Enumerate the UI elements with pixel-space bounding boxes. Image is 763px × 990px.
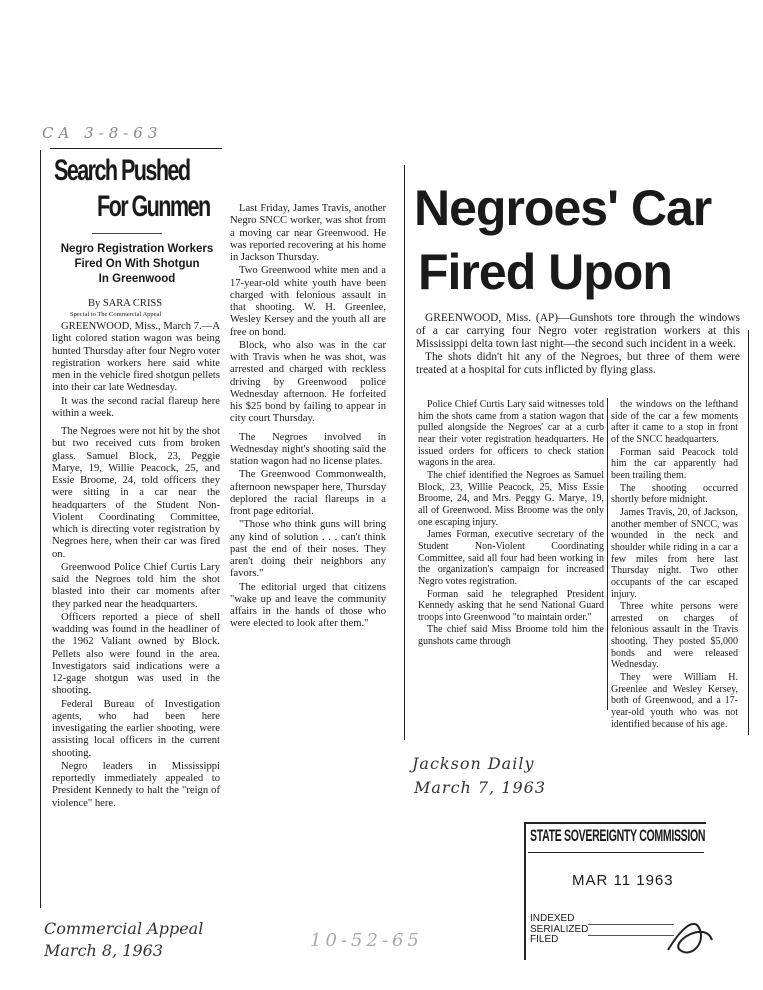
left-headline-line2: For Gunmen [97, 190, 210, 223]
paragraph: The Negroes were not hit by the shot but two received cuts from broken glass. Samuel Block, 23, Peggie Marye, 19, Willie Peacock, 25, and Essie Broome, 24, told officers they were sitting in a car near the headquarters of the Student Non-Violent Coordinating Committee, which is directing voter registration by Negroes here, when their car was fired on. [52, 426, 220, 560]
paragraph: The Greenwood Commonwealth, afternoon newspaper here, Thursday deplored the racial flareups in a front page editorial. [230, 469, 386, 517]
paragraph: the windows on the lefthand side of the car a few moments after it came to a stop in front of the SNCC headquarters. [611, 399, 738, 445]
paragraph: The shooting occurred shortly before midnight. [611, 482, 738, 506]
right-article-column-2 [611, 399, 738, 731]
paragraph: Forman said Peacock told him the car apparently had been trailing them. [611, 446, 738, 481]
stamp-rows [530, 914, 588, 946]
left-article-column-1 [52, 321, 220, 811]
paragraph: The shots didn't hit any of the Negroes, but three of them were treated at a hospital for cuts inflicted by flying glass. [416, 351, 740, 377]
paragraph: It was the second racial flareup here within a week. [52, 395, 220, 419]
left-article-column-2 [230, 203, 386, 632]
paragraph: The chief identified the Negroes as Samuel Block, 23, Willie Peacock, 25, Miss Essie Broome, 24, and Mrs. Peggy G. Marye, 19, all of Greenwood. Miss Broome was the only one escaping injury. [418, 469, 604, 528]
stamp-row-indexed: INDEXED [530, 913, 575, 924]
stamp-row-filed: FILED [530, 934, 559, 945]
file-number-scrawl: 10-52-65 [310, 930, 423, 951]
stamp-title-rule [528, 852, 704, 853]
top-date-scrawl: CA 3-8-63 [42, 124, 163, 142]
left-credit: Special to The Commercial Appeal [70, 311, 162, 318]
paragraph: Two Greenwood white men and a 17-year-old white youth have been charged with felonious assault in that shooting. W. H. Greenlee, Wesley Kersey and the youth all are free on bond. [230, 265, 386, 338]
paragraph: Greenwood Police Chief Curtis Lary said the Negroes told him the shot blasted into their car moments after they parked near the headquarters. [52, 561, 220, 610]
right-source-date: March 7, 1963 [414, 778, 546, 797]
paragraph: James Travis, 20, of Jackson, another member of SNCC, was wounded in the neck and shoulder while riding in a car a few miles from here last Thursday night. Two other occupants of the car escaped injury. [611, 506, 738, 600]
paragraph: "Those who think guns will bring any kind of solution . . . can't think past the end of their noses. They aren't doing their neighbors any favors." [230, 519, 386, 580]
stamp-row-serialized: SERIALIZED [530, 923, 589, 935]
stamp-date: MAR 11 1963 [572, 872, 674, 889]
paragraph: GREENWOOD, Miss., March 7.—A light colored station wagon was being hunted Thursday after four Negro voter registration workers here said white men in the vehicle fired shotgun pellets into their car late Wednesday. [52, 321, 220, 394]
stamp-title: STATE SOVEREIGNTY COMMISSION [530, 826, 706, 845]
left-subhead-line: Negro Registration Workers [60, 243, 214, 255]
left-source-paper: Commercial Appeal [44, 919, 204, 938]
left-subhead-line: In Greenwood [98, 273, 176, 285]
paragraph: Block, who also was in the car with Travis when he was shot, was arrested and charged with reckless driving by Greenwood police Wednesday afternoon. He forfeited his $25 bond by failing to appear in city court Thursday. [230, 339, 386, 425]
left-source-note [44, 918, 203, 962]
right-headline-line1: Negroes' Car [414, 180, 712, 236]
paragraph: Negro leaders in Mississippi reportedly immediately appealed to President Kennedy to halt the "reign of violence" here. [52, 760, 220, 809]
paragraph: They were William H. Greenlee and Wesley Kersey, both of Greenwood, and a 17-year-old youth who was not identified because of his age. [611, 672, 738, 730]
paragraph: Federal Bureau of Investigation agents, who had been here investigating the earlier shooting, were assisting local officers in the current shooting. [52, 698, 220, 759]
right-source-note [412, 752, 546, 800]
right-column-divider [607, 398, 608, 710]
right-article-lead [416, 312, 740, 378]
right-clipping-right-edge [748, 330, 749, 735]
right-headline-line2: Fired Upon [418, 244, 672, 300]
right-article-column-1 [418, 399, 604, 649]
sovereignty-commission-stamp [524, 822, 706, 962]
stamp-left-rule [524, 822, 526, 960]
paragraph: Forman said he telegraphed President Kennedy asking that he send National Guard troops into Greenwood "to maintain order." [418, 588, 604, 623]
paragraph: The editorial urged that citizens "wake up and leave the community affairs in the hands of those who were elected to look after them." [230, 581, 386, 630]
paragraph: Last Friday, James Travis, another Negro SNCC worker, was shot from a moving car near Greenwood. He was reported recovering at his home in Jackson Thursday. [230, 203, 386, 263]
left-clipping-top-rule [50, 148, 222, 149]
paragraph: Police Chief Curtis Lary said witnesses told him the shots came from a station wagon that pulled alongside the Negroes' car at a curb near their voter registration headquarters. He issued orders for officers to check station wagons in the area. [418, 399, 604, 469]
left-clipping-left-edge [40, 150, 41, 908]
right-source-paper: Jackson Daily [412, 754, 535, 773]
left-subhead [52, 242, 222, 287]
paragraph: James Forman, executive secretary of the Student Non-Violent Coordinating Committee, said all four had been working in the organization's campaign for increased Negro votes registration. [418, 529, 604, 587]
paragraph: GREENWOOD, Miss. (AP)—Gunshots tore through the windows of a car carrying four Negro voter registration workers at this Mississippi delta town last night—the second such incident in a week. [416, 312, 740, 350]
left-headline-rule [92, 233, 162, 234]
right-clipping-left-edge [404, 165, 405, 740]
paragraph: The chief said Miss Broome told him the gunshots came through [418, 624, 604, 648]
stamp-top-rule [524, 822, 706, 824]
stamp-signature [660, 910, 720, 965]
left-source-date: March 8, 1963 [44, 941, 163, 960]
paragraph: Officers reported a piece of shell wadding was found in the headliner of the 1962 Valiant owned by Block. Pellets also were found in the area. Investigators said indications were a 12-gage shotgun was used in the shooting. [52, 611, 220, 697]
paragraph: Three white persons were arrested on charges of felonious assault in the Travis shooting. They posted $5,000 bonds and were released Wednesday. [611, 601, 738, 671]
left-headline-line1: Search Pushed [54, 154, 190, 187]
left-byline: By SARA CRISS [88, 298, 163, 309]
left-subhead-line: Fired On With Shotgun [74, 258, 200, 270]
paragraph: The Negroes involved in Wednesday night's shooting said the station wagon had no license plates. [230, 431, 386, 467]
